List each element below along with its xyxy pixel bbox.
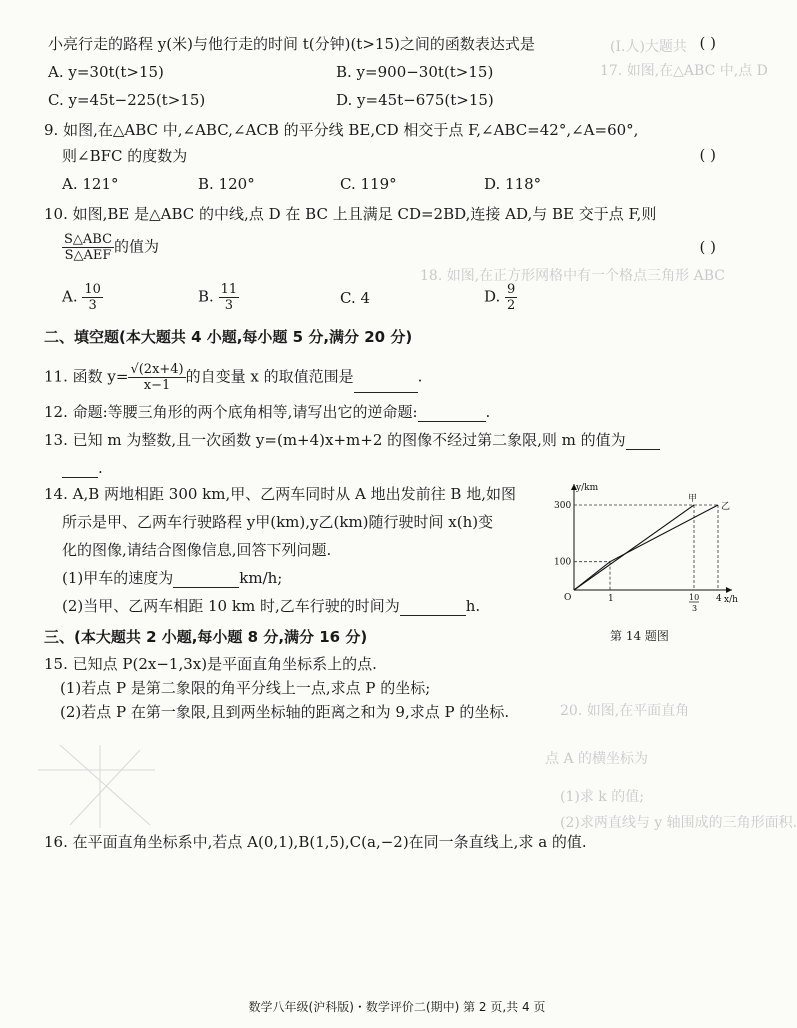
- q10-option-a-frac: [82, 282, 103, 313]
- frac-denominator: 2: [507, 298, 516, 313]
- bleed-through-text: (1)求 k 的值;: [560, 789, 644, 805]
- q14-sub1-blank[interactable]: [173, 571, 239, 588]
- q11-post: 的自变量 x 的取值范围是: [185, 367, 354, 386]
- tick-label-300: 300: [554, 501, 572, 511]
- option-label: D.: [484, 287, 501, 306]
- frac-numerator: √(2x+4): [130, 362, 184, 377]
- q14-sub2-pre: (2)当甲、乙两车相距 10 km 时,乙车行驶的时间为: [62, 597, 400, 615]
- q11-function-frac: [128, 362, 185, 393]
- chart-labels: [554, 483, 738, 613]
- bleed-through-text: (I.人)大题共: [610, 39, 687, 55]
- q11-answer-blank[interactable]: [354, 376, 418, 393]
- q8-option-a: A. y=30t(t>15): [48, 63, 164, 81]
- q15-sub1: (1)若点 P 是第二象限的角平分线上一点,求点 P 的坐标;: [60, 679, 431, 697]
- q12-text: 12. 命题:等腰三角形的两个底角相等,请写出它的逆命题:: [44, 403, 418, 421]
- page-footer: 数学八年级(沪科版)・数学评价二(期中) 第 2 页,共 4 页: [248, 1000, 546, 1014]
- frac-denominator: S△AEF: [64, 248, 112, 263]
- q14-line2: 所示是甲、乙两车行驶路程 y甲(km),y乙(km)随行驶时间 x(h)变: [62, 513, 494, 531]
- q10-answer-paren: ( ): [699, 238, 716, 256]
- option-label: A.: [62, 287, 78, 306]
- bleed-through-text: 点 A 的横坐标为: [545, 751, 649, 767]
- q14-sub2-blank[interactable]: [400, 599, 466, 616]
- q10-option-b: [198, 282, 239, 313]
- q13-line2: [62, 458, 103, 478]
- frac-denominator: x−1: [143, 378, 171, 393]
- frac-numerator: S△ABC: [64, 232, 113, 247]
- q14-line1: 14. A,B 两地相距 300 km,甲、乙两车同时从 A 地出发前往 B 地,如图: [44, 485, 516, 503]
- q14-sub2: [62, 596, 480, 616]
- q10-area-ratio: [62, 232, 114, 263]
- q9-option-b: B. 120°: [198, 175, 255, 193]
- q14-distance-time-chart: [546, 478, 736, 618]
- q9-line2: 则∠BFC 的度数为: [62, 147, 188, 165]
- x-axis-arrow: [726, 587, 732, 593]
- section-3-heading: 三、(本大题共 2 小题,每小题 8 分,满分 16 分): [44, 628, 368, 646]
- q8-option-c: C. y=45t−225(t>15): [48, 91, 206, 109]
- q15-line1: 15. 已知点 P(2x−1,3x)是平面直角坐标系上的点.: [44, 655, 377, 673]
- q16-text: 16. 在平面直角坐标系中,若点 A(0,1),B(1,5),C(a,−2)在同一条直线上,求 a 的值.: [44, 833, 587, 851]
- chart-series: [574, 505, 718, 590]
- q10-option-c: C. 4: [340, 289, 371, 307]
- tick-label-1: 1: [608, 594, 614, 604]
- frac-denominator: 3: [88, 298, 97, 313]
- section-2-heading: 二、填空题(本大题共 4 小题,每小题 5 分,满分 20 分): [44, 328, 413, 346]
- origin-label: O: [564, 593, 572, 603]
- series-line-jia: [574, 505, 694, 590]
- frac-numerator: 9: [507, 282, 516, 297]
- q10-option-a: [62, 282, 103, 313]
- bleed-through-text: (2)求两直线与 y 轴围成的三角形面积.: [560, 815, 797, 831]
- q14-sub2-post: h.: [465, 597, 481, 615]
- frac-numerator: 11: [220, 282, 238, 297]
- q9-option-a: A. 121°: [62, 175, 119, 193]
- y-axis-label: y/km: [576, 483, 599, 493]
- bleed-through-figure: [30, 740, 160, 830]
- option-label: B.: [198, 287, 214, 306]
- q13-line1: [44, 430, 660, 450]
- q8-stem: 小亮行走的路程 y(米)与他行走的时间 t(分钟)(t>15)之间的函数表达式是: [48, 35, 535, 53]
- q14-line3: 化的图像,请结合图像信息,回答下列问题.: [62, 541, 332, 559]
- q9-answer-paren: ( ): [699, 146, 716, 164]
- bleed-through-text: 18. 如图,在正方形网格中有一个格点三角形 ABC: [420, 268, 725, 284]
- q11-end: .: [417, 367, 423, 386]
- q12-line: [44, 402, 490, 422]
- tick-label-100: 100: [554, 557, 572, 568]
- q13-end: .: [98, 459, 103, 477]
- q8-option-b: B. y=900−30t(t>15): [336, 63, 494, 81]
- q12-answer-blank[interactable]: [418, 405, 486, 422]
- x-axis-label: x/h: [724, 595, 738, 605]
- q14-figure-caption: 第 14 题图: [610, 629, 669, 643]
- q10-option-d-frac: [505, 282, 517, 313]
- q9-line1: 9. 如图,在△ABC 中,∠ABC,∠ACB 的平分线 BE,CD 相交于点 F,∠ABC=42°,∠A=60°,: [44, 121, 639, 139]
- q10-line1: 10. 如图,BE 是△ABC 的中线,点 D 在 BC 上且满足 CD=2BD,连接 AD,与 BE 交于点 F,则: [44, 205, 657, 223]
- q13-answer-blank-cont[interactable]: [62, 461, 98, 478]
- q12-end: .: [485, 403, 491, 421]
- q8-option-d: D. y=45t−675(t>15): [336, 91, 494, 109]
- q9-option-d: D. 118°: [484, 175, 542, 193]
- bleed-through-text: 17. 如图,在△ABC 中,点 D: [600, 63, 768, 79]
- q14-sub1: [62, 568, 282, 588]
- q9-option-c: C. 119°: [340, 175, 397, 193]
- tick-label-10: 10: [689, 593, 700, 602]
- series-label-jia: 甲: [688, 494, 698, 504]
- q13-text: 13. 已知 m 为整数,且一次函数 y=(m+4)x+m+2 的图像不经过第二象限,则 m 的值为: [44, 431, 626, 449]
- q11-pre: 11. 函数 y=: [44, 367, 129, 386]
- q11-line: [44, 362, 422, 393]
- q10-line2: [62, 232, 159, 263]
- series-line-yi: [574, 505, 718, 590]
- series-label-yi: 乙: [721, 502, 731, 512]
- q10-option-d: [484, 282, 517, 313]
- q15-sub2: (2)若点 P 在第一象限,且到两坐标轴的距离之和为 9,求点 P 的坐标.: [60, 703, 510, 721]
- q8-answer-paren: ( ): [699, 34, 716, 52]
- tick-label-3: 3: [692, 604, 698, 613]
- q10-line2-tail: 的值为: [114, 237, 160, 256]
- q13-answer-blank[interactable]: [626, 433, 660, 450]
- bleed-through-text: 20. 如图,在平面直角: [560, 703, 690, 719]
- q14-sub1-post: km/h;: [239, 569, 283, 587]
- frac-numerator: 10: [84, 282, 101, 297]
- chart-axes: [571, 484, 732, 593]
- tick-label-4: 4: [716, 594, 722, 604]
- q14-sub1-pre: (1)甲车的速度为: [62, 569, 174, 587]
- frac-denominator: 3: [224, 298, 233, 313]
- q10-option-b-frac: [219, 282, 240, 313]
